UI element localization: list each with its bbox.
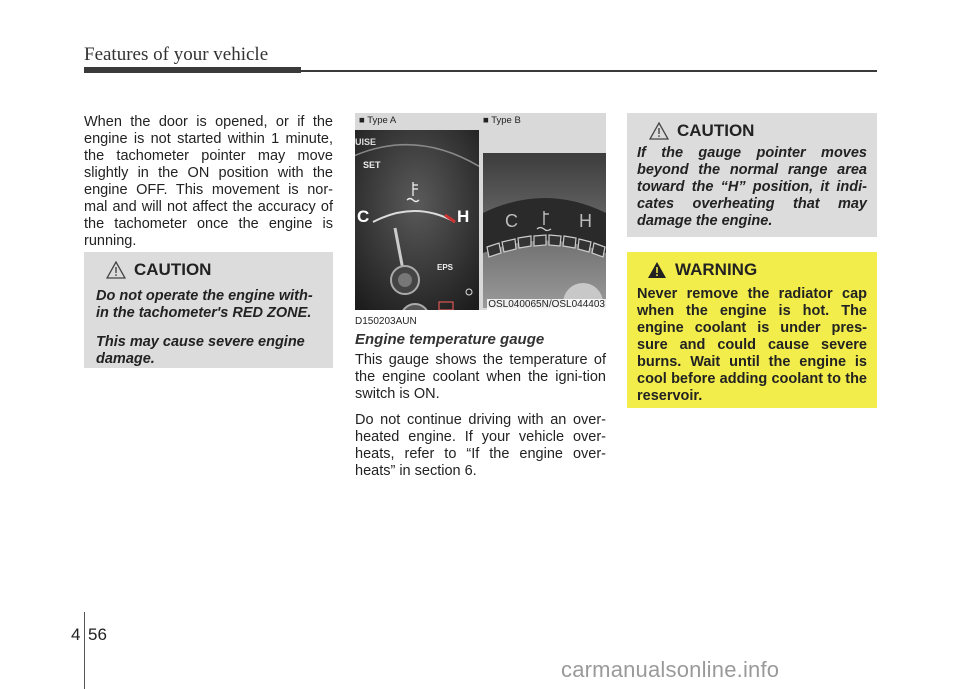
header-rule-thin [301, 70, 877, 72]
caution-title: CAUTION [134, 260, 212, 279]
caution-heading [96, 260, 323, 280]
warning-title: WARNING [675, 260, 758, 279]
caution-text-line: Do not operate the engine with-in the tachometer's RED ZONE. [96, 288, 313, 321]
section-code: D150203AUN [355, 316, 417, 327]
caution-title: CAUTION [677, 121, 755, 140]
caution-text-line: This may cause severe engine damage. [96, 334, 305, 367]
type-a-gauge-photo [355, 130, 479, 310]
type-b-label: ■ Type B [483, 115, 521, 126]
gauge-b-c-text: C [505, 211, 518, 231]
warning-box-radiator [627, 252, 877, 408]
warning-triangle-icon [106, 261, 126, 279]
caution-heading [637, 121, 867, 141]
page-section-number: 4 [71, 625, 81, 644]
warning-text: Never remove the radiator cap when the engine is hot. The engine coolant is under pres-sure and could cause severe burns. Wait until the engine is cool before adding coolant to the reservoir. [637, 286, 867, 404]
warning-triangle-icon [647, 261, 667, 279]
section-heading: Engine temperature gauge [355, 331, 545, 348]
caution-text: If the gauge pointer moves beyond the normal range area toward the “H” position, it indi-cates overheating that may damage the engine. [637, 145, 867, 229]
gauge-c-text: C [357, 207, 370, 226]
page-number: 56 [88, 625, 107, 644]
image-reference-code: OSL040065N/OSL044403 [488, 299, 605, 310]
warning-heading [637, 260, 867, 280]
header-rule-thick [84, 67, 301, 73]
watermark-text: carmanualsonline.info [561, 657, 780, 682]
footer-rule [84, 612, 85, 689]
gauge-eps-text: EPS [437, 263, 454, 272]
gauge-set-text: SET [363, 160, 381, 170]
caution-box-tachometer [84, 252, 333, 368]
type-b-gauge-photo [483, 153, 606, 308]
gauge-h-text: H [457, 207, 470, 226]
gauge-b-h-text: H [579, 211, 592, 231]
gauge-uise-text: UISE [355, 137, 377, 147]
tachometer-paragraph: When the door is opened, or if the engine is not started within 1 minute, the tachometer pointer may move slightly in the ON position with the engine OFF. This movement is nor-mal and will not affect the accuracy of the tachometer once the engine is running. [84, 114, 333, 249]
gauge-description-paragraph: This gauge shows the temperature of the engine coolant when the igni-tion switch is ON. [355, 352, 606, 402]
caution-box-gauge [627, 113, 877, 237]
overheat-paragraph: Do not continue driving with an over-heated engine. If your vehicle over-heats, refer to “If the engine over-heats” in section 6. [355, 412, 606, 479]
gauge-figure [355, 113, 606, 310]
type-a-label: ■ Type A [359, 115, 397, 126]
page-header-title: Features of your vehicle [84, 44, 269, 65]
warning-triangle-icon [649, 122, 669, 140]
